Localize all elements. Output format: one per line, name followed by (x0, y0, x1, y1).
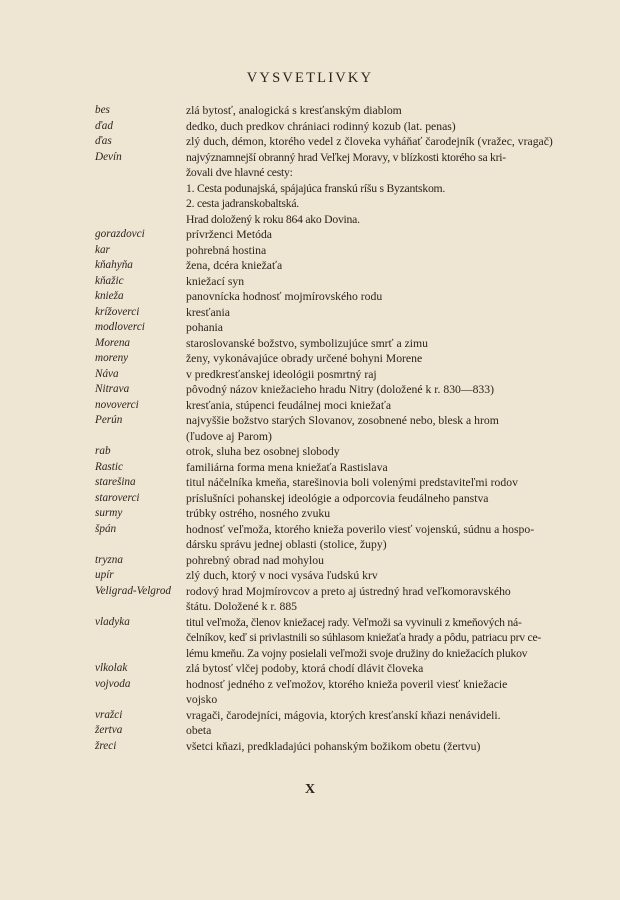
glossary-term: rab (95, 445, 111, 457)
glossary-entry (0, 150, 620, 228)
glossary-term: špán (95, 522, 117, 535)
definition-line: hodnosť jedného z veľmožov, ktorého knieža poveril viesť kniežacie (186, 677, 508, 691)
definition-line: pohrebná hostina (186, 243, 267, 257)
glossary-entry (0, 227, 620, 243)
glossary-entry (0, 677, 620, 708)
glossary-definition (186, 367, 584, 383)
glossary-definition (186, 506, 584, 522)
glossary-definition (186, 615, 584, 662)
glossary-entry (0, 522, 620, 553)
glossary-term: kňahyňa (95, 259, 133, 271)
glossary-definition (186, 475, 584, 491)
glossary-definition (186, 444, 584, 460)
glossary-definition (186, 119, 584, 135)
definition-line: titul veľmoža, členov kniežacej rady. Veľmoži sa vyvinuli z kmeňových ná- (186, 615, 522, 629)
glossary-entry (0, 475, 620, 491)
glossary-definition (186, 739, 584, 755)
glossary-entry (0, 491, 620, 507)
page-title: VYSVETLIVKY (246, 70, 374, 86)
glossary-entry (0, 134, 620, 150)
definition-line: čelníkov, keď si privlastnili so súhlasom kniežaťa hrady a pôdu, patriacu prv ce- (186, 631, 542, 644)
glossary-term: Devín (95, 150, 122, 163)
glossary-term: upír (95, 569, 114, 581)
definition-line: štátu. Doložené k r. 885 (186, 600, 298, 613)
glossary-entry (0, 382, 620, 398)
definition-line: zlý duch, ktorý v noci vysáva ľudskú krv (186, 569, 378, 582)
glossary-term: žreci (95, 739, 117, 752)
glossary-entry (0, 661, 620, 677)
definition-line: žena, dcéra kniežaťa (186, 259, 283, 272)
definition-line: ženy, vykonávajúce obrady určené bohyni Morene (186, 352, 423, 365)
definition-line: staroslovanské božstvo, symbolizujúce smrť a zimu (186, 336, 428, 350)
glossary-definition (186, 584, 584, 615)
definition-line: obeta (186, 724, 212, 737)
glossary-list (0, 103, 620, 754)
glossary-entry (0, 336, 620, 352)
glossary-entry (0, 289, 620, 305)
definition-line: pohrebný obrad nad mohylou (186, 553, 324, 567)
glossary-term: vojvoda (95, 677, 131, 690)
glossary-definition (186, 103, 584, 119)
definition-line: kresťania (186, 305, 230, 319)
glossary-definition (186, 677, 584, 708)
glossary-term: kňažic (95, 274, 124, 287)
glossary-definition (186, 320, 584, 336)
definition-line: žovali dve hlavné cesty: (186, 166, 293, 179)
glossary-term: bes (95, 104, 110, 116)
definition-line: titul náčelníka kmeňa, starešinovia boli volenými predstaviteľmi rodov (186, 476, 518, 489)
glossary-definition (186, 305, 584, 321)
glossary-term: ďad (95, 119, 113, 132)
glossary-entry (0, 320, 620, 336)
glossary-entry (0, 243, 620, 259)
glossary-definition (186, 398, 584, 414)
definition-line: vragači, čarodejníci, mágovia, ktorých kresťanskí kňazi nenávideli. (186, 708, 501, 722)
glossary-entry (0, 723, 620, 739)
glossary-term: knieža (95, 290, 124, 302)
definition-line: pôvodný názov kniežacieho hradu Nitry (doložené k r. 830—833) (186, 383, 495, 396)
glossary-term: Nitrava (95, 383, 130, 395)
definition-line: pohania (186, 321, 223, 334)
glossary-definition (186, 351, 584, 367)
glossary-entry (0, 584, 620, 615)
definition-line: rodový hrad Mojmírovcov a preto aj ústredný hrad veľkomoravského (186, 584, 511, 598)
glossary-term: gorazdovci (95, 228, 145, 240)
glossary-entry (0, 119, 620, 135)
glossary-term: novoverci (95, 398, 139, 411)
glossary-term: kar (95, 243, 110, 256)
definition-line: zlý duch, démon, ktorého vedel z človeka vyháňať čarodejník (vražec, vragač) (186, 135, 553, 148)
glossary-entry (0, 274, 620, 290)
glossary-definition (186, 708, 584, 724)
glossary-definition (186, 150, 584, 228)
glossary-term: Perún (95, 414, 123, 426)
glossary-entry (0, 568, 620, 584)
glossary-entry (0, 708, 620, 724)
glossary-entry (0, 103, 620, 119)
definition-line: vojsko (186, 693, 218, 706)
definition-line: (ľudove aj Parom) (186, 429, 272, 443)
definition-line: familiárna forma mena kniežaťa Rastislava (186, 460, 388, 474)
definition-line: v predkresťanskej ideológii posmrtný raj (186, 367, 377, 381)
glossary-term: surmy (95, 507, 123, 519)
glossary-entry (0, 553, 620, 569)
glossary-term: Náva (95, 367, 119, 380)
definition-line: otrok, sluha bez osobnej slobody (186, 445, 340, 458)
glossary-definition (186, 460, 584, 476)
glossary-entry (0, 258, 620, 274)
definition-line: najvýznamnejší obranný hrad Veľkej Moravy, v blízkosti ktorého sa kri- (186, 150, 506, 164)
glossary-definition (186, 723, 584, 739)
definition-line: dársku správu jednej oblasti (stolice, župy) (186, 538, 387, 551)
glossary-term: staroverci (95, 491, 140, 504)
definition-line: 1. Cesta podunajská, spájajúca franskú ríšu s Byzantskom. (186, 181, 446, 195)
glossary-term: vlkolak (95, 662, 128, 674)
glossary-term: vladyka (95, 615, 130, 628)
glossary-entry (0, 615, 620, 662)
definition-line: príslušníci pohanskej ideológie a odporcovia feudálneho panstva (186, 491, 489, 505)
definition-line: kniežací syn (186, 274, 245, 288)
glossary-definition (186, 553, 584, 569)
glossary-term: Morena (95, 336, 131, 349)
glossary-term: moreny (95, 352, 129, 364)
glossary-term: krížoverci (95, 305, 140, 318)
glossary-term: Veligrad-Velgrod (95, 584, 172, 597)
glossary-term: vražci (95, 708, 123, 721)
definition-line: dedko, duch predkov chrániaci rodinný kozub (lat. penas) (186, 119, 456, 133)
glossary-entry (0, 305, 620, 321)
definition-line: Hrad doložený k roku 864 ako Dovina. (186, 212, 360, 226)
glossary-entry (0, 460, 620, 476)
definition-line: najvyššie božstvo starých Slovanov, zosobnené nebo, blesk a hrom (186, 414, 499, 427)
definition-line: prívrženci Metóda (186, 228, 272, 241)
definition-line: panovnícka hodnosť mojmírovského rodu (186, 290, 383, 303)
glossary-definition (186, 243, 584, 259)
glossary-definition (186, 661, 584, 677)
definition-line: všetci kňazi, predkladajúci pohanským božikom obetu (žertvu) (186, 739, 481, 753)
glossary-term: Rastic (95, 460, 123, 473)
glossary-definition (186, 258, 584, 274)
glossary-definition (186, 522, 584, 553)
glossary-definition (186, 382, 584, 398)
definition-line: 2. cesta jadranskobaltská. (186, 197, 299, 210)
glossary-entry (0, 413, 620, 444)
glossary-term: starešina (95, 476, 136, 488)
glossary-definition (186, 134, 584, 150)
page-number: X (304, 782, 316, 797)
glossary-definition (186, 336, 584, 352)
definition-line: zlá bytosť, analogická s kresťanským diablom (186, 104, 402, 117)
glossary-entry (0, 506, 620, 522)
glossary-term: modloverci (95, 321, 145, 333)
definition-line: lému kmeňu. Za vojny posielali veľmoži svoje družiny do kniežacích plukov (186, 646, 528, 660)
glossary-entry (0, 367, 620, 383)
glossary-definition (186, 568, 584, 584)
glossary-term: ďas (95, 135, 112, 147)
glossary-term: žertva (95, 724, 123, 736)
glossary-entry (0, 351, 620, 367)
glossary-term: tryzna (95, 553, 123, 566)
glossary-entry (0, 444, 620, 460)
definition-line: kresťania, stúpenci feudálnej moci kniežaťa (186, 398, 392, 412)
glossary-definition (186, 227, 584, 243)
glossary-definition (186, 413, 584, 444)
definition-line: trúbky ostrého, nosného zvuku (186, 507, 331, 520)
glossary-definition (186, 289, 584, 305)
glossary-definition (186, 274, 584, 290)
definition-line: zlá bytosť vlčej podoby, ktorá chodí dlávit človeka (186, 662, 424, 675)
glossary-definition (186, 491, 584, 507)
definition-line: hodnosť veľmoža, ktorého knieža poverilo viesť vojenskú, súdnu a hospo- (186, 522, 535, 536)
glossary-entry (0, 739, 620, 755)
glossary-entry (0, 398, 620, 414)
